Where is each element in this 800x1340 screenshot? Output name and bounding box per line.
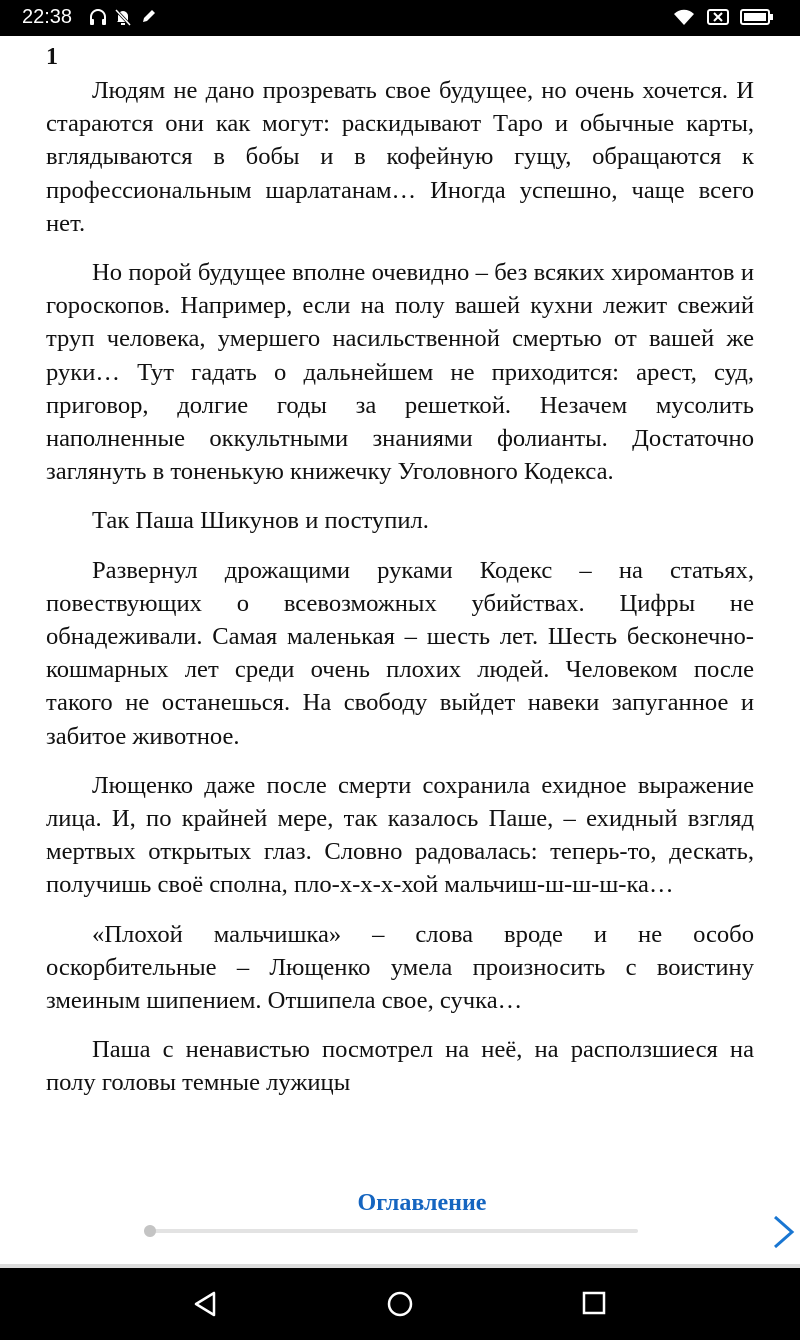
- chapter-number: 1: [46, 44, 58, 70]
- reading-progress-thumb[interactable]: [144, 1225, 156, 1237]
- paragraph: Лющенко даже после смерти сохранила ехидное выражение лица. И, по крайней мере, так казалось Паше, – ехидный взгляд мертвых открытых глаз. Словно радовалась: теперь-то, дескать, получишь своё сполна, пло-х-х-х-хой мальчиш-ш-ш-ш-ка…: [46, 771, 754, 899]
- battery-icon: [740, 7, 774, 32]
- reader-page[interactable]: [0, 36, 800, 1178]
- status-time: 22:38: [22, 6, 73, 28]
- paragraph: Паша с ненавистью посмотрел на неё, на расползшиеся на полу головы темные лужицы: [46, 1036, 754, 1097]
- back-icon[interactable]: [192, 1290, 220, 1323]
- headphones-icon: [88, 7, 108, 32]
- paragraph: Так Паша Шикунов и поступил.: [92, 507, 429, 535]
- recents-icon[interactable]: [581, 1290, 607, 1321]
- reader-bottom-bar: [0, 1178, 800, 1264]
- chevron-right-icon[interactable]: [770, 1214, 796, 1255]
- paragraph: «Плохой мальчишка» – слова вроде и не особо оскорбительные – Лющенко умела произносить с воистину змеиным шипением. Отшипела свое, сучка…: [46, 920, 754, 1015]
- table-of-contents-link[interactable]: Оглавление: [357, 1190, 487, 1216]
- wifi-icon: [672, 7, 696, 32]
- close-box-icon: [706, 7, 730, 32]
- chapter-text: [46, 74, 754, 1116]
- status-bar: [0, 0, 800, 36]
- system-nav-bar: [0, 1268, 800, 1340]
- bell-off-icon: [113, 7, 133, 32]
- pencil-icon: [140, 7, 158, 30]
- reading-progress-slider[interactable]: [150, 1229, 638, 1233]
- home-icon[interactable]: [386, 1290, 414, 1323]
- paragraph: Людям не дано прозревать свое будущее, но очень хочется. И стараются они как могут: раскидывают Таро и обычные карты, вглядываются в бобы и в кофейную гущу, обращаются к профессиональным шарлатанам… Иногда успешно, чаще всего нет.: [46, 77, 754, 237]
- paragraph: Развернул дрожащими руками Кодекс – на статьях, повествующих о всевозможных убийствах. Цифры не обнадеживали. Самая маленькая – шесть лет. Шесть бесконечно-кошмарных лет среди очень плохих людей. Человеком после такого не останешься. На свободу выйдет навеки запуганное и забитое животное.: [46, 556, 754, 750]
- paragraph: Но порой будущее вполне очевидно – без всяких хиромантов и гороскопов. Например, если на полу вашей кухни лежит свежий труп человека, умершего насильственной смертью от вашей же руки… Тут гадать о дальнейшем не приходится: арест, суд, приговор, долгие годы за решеткой. Незачем мусолить наполненные оккультными знаниями фолианты. Достаточно заглянуть в тоненькую книжечку Уголовного Кодекса.: [46, 259, 754, 486]
